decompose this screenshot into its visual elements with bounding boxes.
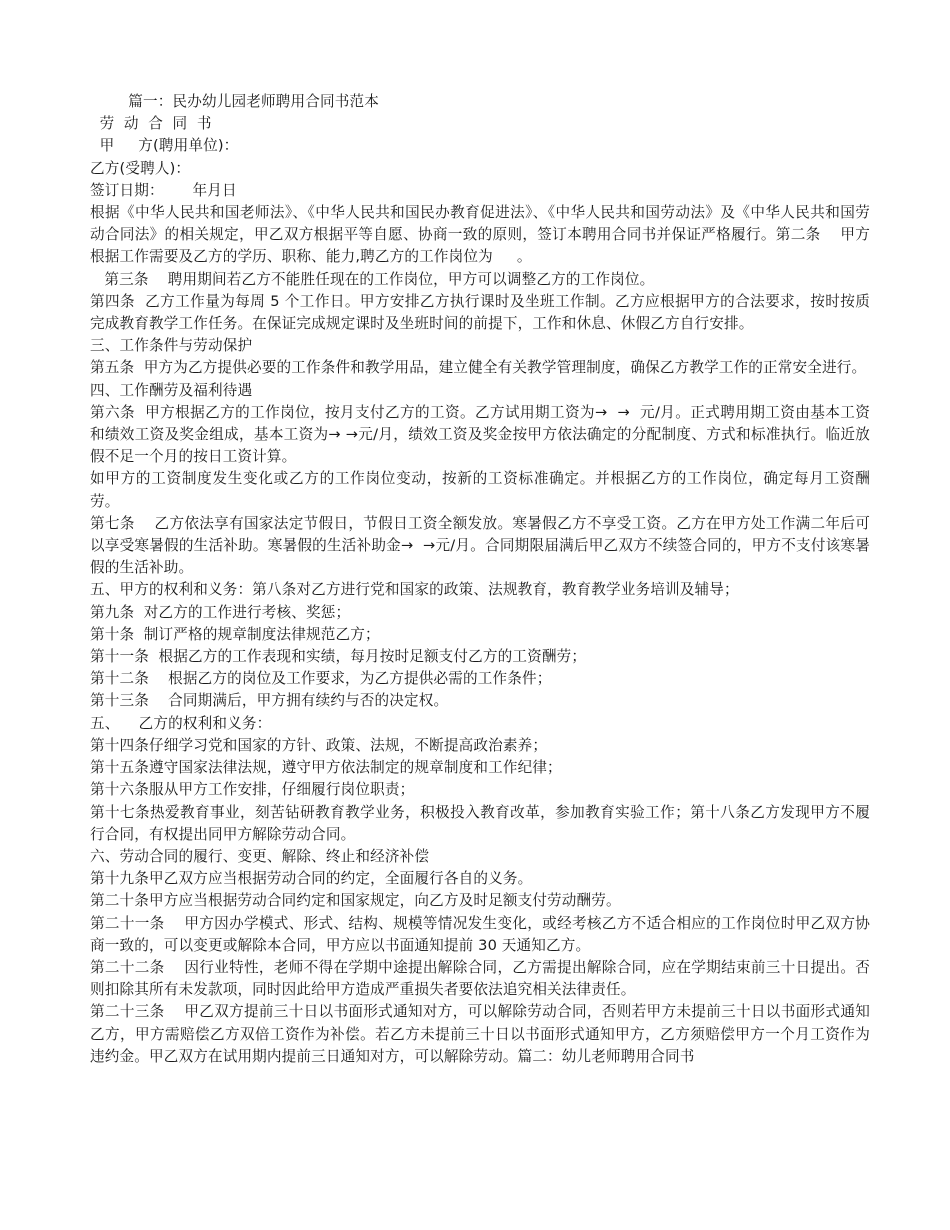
paragraph: 第四条 乙方工作量为每周 5 个工作日。甲方安排乙方执行课时及坐班工作制。乙方应根据甲方的合法要求，按时按质完成教育教学工作任务。在保证完成规定课时及坐班时间的前提下，工作和休息、休假乙方自行安排。 — [90, 292, 870, 333]
document-body — [90, 91, 870, 1068]
contract-heading: 劳 动 合 同 书 — [90, 115, 212, 133]
section-title: 篇一：民办幼儿园老师聘用合同书范本 — [90, 93, 379, 110]
paragraph: 第三条 聘用期间若乙方不能胜任现在的工作岗位，甲方可以调整乙方的工作岗位。 — [90, 270, 655, 288]
paragraph: 五、甲方的权利和义务：第八条对乙方进行党和国家的政策、法规教育，教育教学业务培训及辅导； — [90, 581, 739, 599]
party-b-line: 乙方(受聘人)： — [90, 159, 191, 177]
party-a-line: 甲 方(聘用单位)： — [90, 137, 239, 155]
paragraph: 第二十二条 因行业特性，老师不得在学期中途提出解除合同，乙方需提出解除合同，应在学期结束前三十日提出。否则扣除其所有未发款项，同时因此给甲方造成严重损失者要依法追究相关法律责任。 — [90, 958, 870, 999]
paragraph: 第十五条遵守国家法律法规，遵守甲方依法制定的规章制度和工作纪律； — [90, 759, 562, 777]
paragraph: 第十二条 根据乙方的岗位及工作要求，为乙方提供必需的工作条件； — [90, 670, 552, 688]
paragraph: 第六条 甲方根据乙方的工作岗位，按月支付乙方的工资。乙方试用期工资为→ → 元/月。正式聘用期工资由基本工资和绩效工资及奖金组成，基本工资为→ →元/月，绩效工资及奖金按甲方依法确定的分配制度、方式和标准执行。临近放假不足一个月的按日工资计算。 — [90, 403, 870, 466]
paragraph: 第十三条 合同期满后，甲方拥有续约与否的决定权。 — [90, 692, 449, 710]
paragraph: 第十七条热爱教育事业，刻苦钻研教育教学业务，积极投入教育改革，参加教育实验工作；第十八条乙方发现甲方不履行合同，有权提出同甲方解除劳动合同。 — [90, 803, 870, 843]
paragraph: 第二十条甲方应当根据劳动合同约定和国家规定，向乙方及时足额支付劳动酬劳。 — [90, 892, 621, 910]
paragraph: 第七条 乙方依法享有国家法定节假日，节假日工资全额发放。寒暑假乙方不享受工资。乙方在甲方处工作满二年后可以享受寒暑假的生活补助。寒暑假的生活补助金→ →元/月。合同期限届满后甲乙双方不续签合同的，甲方不支付该寒暑假的生活补助。 — [90, 514, 870, 577]
paragraph: 第二十一条 甲方因办学模式、形式、结构、规模等情况发生变化，或经考核乙方不适合相应的工作岗位时甲乙双方协商一致的，可以变更或解除本合同，甲方应以书面通知提前 30 天通知乙方。 — [90, 914, 870, 954]
signing-date-line: 签订日期： 年月日 — [90, 181, 237, 199]
paragraph: 第十九条甲乙双方应当根据劳动合同的约定，全面履行各自的义务。 — [90, 870, 533, 888]
section-heading: 四、工作酬劳及福利待遇 — [90, 381, 253, 399]
paragraph: 第十一条 根据乙方的工作表现和实绩，每月按时足额支付乙方的工资酬劳； — [90, 648, 587, 666]
section-heading: 五、 乙方的权利和义务： — [90, 714, 272, 732]
paragraph: 第十六条服从甲方工作安排，仔细履行岗位职责； — [90, 781, 415, 799]
paragraph: 第十条 制订严格的规章制度法律规范乙方； — [90, 625, 380, 643]
paragraph: 第五条 甲方为乙方提供必要的工作条件和教学用品，建立健全有关教学管理制度，确保乙方教学工作的正常安全进行。 — [90, 359, 867, 377]
section-heading: 三、工作条件与劳动保护 — [90, 337, 253, 355]
paragraph: 第十四条仔细学习党和国家的方针、政策、法规，不断提高政治素养； — [90, 736, 548, 754]
paragraph: 根据《中华人民共和国老师法》、《中华人民共和国民办教育促进法》、《中华人民共和国劳动法》及《中华人民共和国劳动合同法》的相关规定，甲乙双方根据平等自愿、协商一致的原则，签订本聘用合同书并保证严格履行。第二条 甲方根据工作需要及乙方的学历、职称、能力,聘乙方的工作岗位为 。 — [90, 204, 870, 266]
paragraph: 如甲方的工资制度发生变化或乙方的工作岗位变动，按新的工资标准确定。并根据乙方的工作岗位，确定每月工资酬劳。 — [90, 470, 870, 510]
section-heading: 六、劳动合同的履行、变更、解除、终止和经济补偿 — [90, 847, 430, 865]
paragraph: 第二十三条 甲乙双方提前三十日以书面形式通知对方，可以解除劳动合同，否则若甲方未提前三十日以书面形式通知乙方，甲方需赔偿乙方双倍工资作为补偿。若乙方未提前三十日以书面形式通知甲方，乙方须赔偿甲方一个月工资作为违约金。甲乙双方在试用期内提前三日通知对方，可以解除劳动。篇二：幼儿老师聘用合同书 — [90, 1003, 870, 1065]
paragraph: 第九条 对乙方的工作进行考核、奖惩； — [90, 603, 351, 621]
